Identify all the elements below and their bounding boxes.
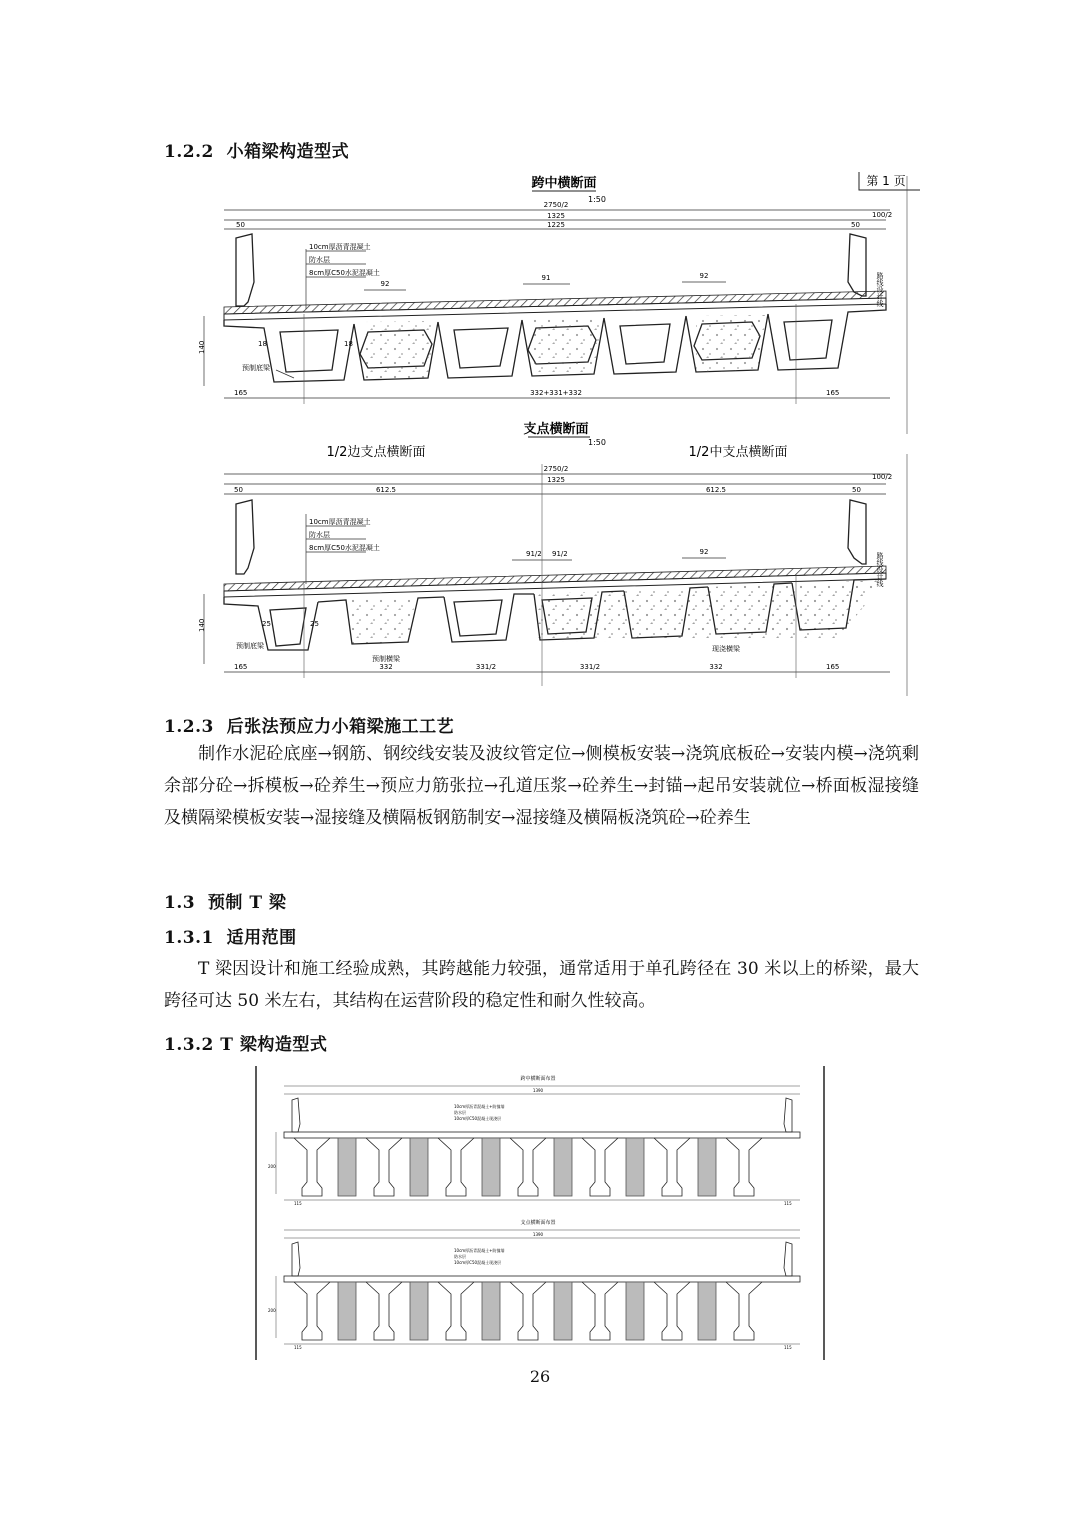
support-section-title: 支点横断面 bbox=[523, 422, 589, 437]
dim-side-right: 165 bbox=[826, 389, 840, 397]
dim-331h-left: 331/2 bbox=[475, 663, 497, 671]
t-bottom-title: 支点横断面布置 bbox=[520, 1220, 556, 1226]
box-girder-figure bbox=[196, 164, 926, 698]
wet-joint-label: 现浇横梁 bbox=[712, 645, 740, 653]
precast-label-2: 预制底梁 bbox=[236, 642, 264, 650]
dim-right-top-2: 100/2 bbox=[872, 473, 893, 481]
section-title: T 梁构造型式 bbox=[220, 1035, 328, 1055]
t-beam-web bbox=[654, 1282, 690, 1340]
half-edge-title: 1/2边支点横断面 bbox=[326, 445, 426, 460]
dim-half-a-right: 612.5 bbox=[705, 486, 727, 494]
scale-label: 1:50 bbox=[588, 195, 606, 204]
t-beam-diaphragm bbox=[338, 1282, 356, 1340]
t-beam-web bbox=[366, 1282, 402, 1340]
dim-height-2: 140 bbox=[198, 618, 206, 632]
t-beam-diaphragm bbox=[554, 1282, 572, 1340]
section-heading-1-2-3 bbox=[164, 712, 454, 737]
layer-label-concrete-2: 8cm厚C50水泥混凝土 bbox=[309, 544, 380, 552]
t-beam-web bbox=[582, 1282, 618, 1340]
dim-rail-left: 50 bbox=[236, 221, 245, 229]
dim-332-right: 332 bbox=[709, 663, 723, 671]
section-title: 适用范围 bbox=[226, 928, 297, 948]
t-beam-diaphragm bbox=[338, 1138, 356, 1196]
dim-t25-a: 25 bbox=[262, 620, 271, 628]
t-beam-web bbox=[438, 1138, 474, 1196]
scope-paragraph: T 梁因设计和施工经验成熟，其跨越能力较强，通常适用于单孔跨径在 30 米以上的桥梁，最大跨径可达 50 米左右，其结构在运营阶段的稳定性和耐久性较高。 bbox=[164, 959, 919, 1011]
dim-right-top: 100/2 bbox=[872, 211, 893, 219]
t-beam-web bbox=[294, 1138, 330, 1196]
dim-92-bottom: 92 bbox=[699, 548, 709, 556]
section-heading-1-3-2 bbox=[164, 1030, 327, 1055]
dim-rail-right: 50 bbox=[851, 221, 860, 229]
dim-rail-right-2: 50 bbox=[852, 486, 861, 494]
section-heading-1-3-1 bbox=[164, 923, 297, 948]
t-top-title: 跨中横断面布置 bbox=[520, 1076, 556, 1082]
t-beam-web bbox=[726, 1282, 762, 1340]
t-beam-web bbox=[294, 1282, 330, 1340]
t-bottom-side-right: 115 bbox=[784, 1345, 792, 1350]
t-bottom-layer-2: 防水层 bbox=[454, 1254, 466, 1259]
layer-label-waterproof: 防水层 bbox=[309, 256, 330, 264]
t-top-layer-2: 防水层 bbox=[454, 1110, 466, 1115]
t-top-layer-1: 10cm厚沥青混凝土+防撞墙 bbox=[454, 1104, 505, 1109]
dim-91h-a: 91/2 bbox=[526, 550, 542, 558]
dim-side-left: 165 bbox=[234, 389, 248, 397]
t-beam-web bbox=[726, 1138, 762, 1196]
section-title: 后张法预应力小箱梁施工工艺 bbox=[226, 717, 455, 737]
section-title: 小箱梁构造型式 bbox=[226, 142, 350, 162]
section-number: 1.3 bbox=[164, 893, 196, 913]
dim-side-right-2: 165 bbox=[826, 663, 840, 671]
dim-331h-right: 331/2 bbox=[579, 663, 601, 671]
dim-mid-span: 332+331+332 bbox=[530, 389, 582, 397]
t-beam-figure bbox=[254, 1064, 826, 1360]
t-beam-web bbox=[438, 1282, 474, 1340]
dim-332-left: 332 bbox=[379, 663, 393, 671]
t-bottom-width: 1390 bbox=[532, 1232, 544, 1237]
layer-label-asphalt-2: 10cm厚沥青混凝土 bbox=[309, 518, 371, 526]
t-beam-web bbox=[510, 1282, 546, 1340]
section-number: 1.2.3 bbox=[164, 717, 214, 737]
layer-label-asphalt: 10cm厚沥青混凝土 bbox=[309, 243, 371, 251]
section-number: 1.3.1 bbox=[164, 928, 214, 948]
precast-label: 预制底梁 bbox=[242, 364, 270, 372]
t-beam-diaphragm bbox=[482, 1282, 500, 1340]
side-label-top: 路线设计线 bbox=[876, 272, 884, 307]
t-bottom-layer-1: 10cm厚沥青混凝土+防撞墙 bbox=[454, 1248, 505, 1253]
section-heading-1-2-2 bbox=[164, 137, 349, 162]
mid-section-title: 跨中横断面 bbox=[531, 176, 597, 191]
t-top-height: 200 bbox=[268, 1164, 276, 1169]
dim-t25-b: 25 bbox=[310, 620, 319, 628]
dim-height: 140 bbox=[198, 340, 206, 354]
dim-inner: 1225 bbox=[547, 221, 565, 229]
t-top-side-right: 115 bbox=[784, 1201, 792, 1206]
t-top-side-left: 115 bbox=[294, 1201, 302, 1206]
section-heading-1-3 bbox=[164, 888, 286, 913]
dim-t18-b: 18 bbox=[344, 340, 353, 348]
layer-label-concrete: 8cm厚C50水泥混凝土 bbox=[309, 269, 380, 277]
dim-half-a-left: 612.5 bbox=[375, 486, 397, 494]
page-number: 26 bbox=[529, 1367, 551, 1386]
dim-t18-a: 18 bbox=[258, 340, 267, 348]
dim-total-half-2: 2750/2 bbox=[543, 465, 569, 473]
dim-side-left-2: 165 bbox=[234, 663, 248, 671]
t-beam-diaphragm bbox=[410, 1138, 428, 1196]
side-label-bottom: 路线设计线 bbox=[876, 552, 884, 587]
t-beam-web bbox=[654, 1138, 690, 1196]
dim-91: 91 bbox=[541, 274, 551, 282]
dim-92-left: 92 bbox=[380, 280, 390, 288]
t-bottom-layer-3: 10cm厚C50混凝土现浇层 bbox=[454, 1260, 502, 1265]
half-mid-title: 1/2中支点横断面 bbox=[688, 445, 788, 460]
t-beam-diaphragm bbox=[554, 1138, 572, 1196]
dim-92-right: 92 bbox=[699, 272, 709, 280]
process-paragraph: 制作水泥砼底座→钢筋、钢绞线安装及波纹管定位→侧模板安装→浇筑底板砼→安装内模→浇筑剩余部分砼→拆模板→砼养生→预应力筋张拉→孔道压浆→砼养生→封锚→起吊安装就位→桥面板湿接缝及横隔梁模板安装→湿接缝及横隔板钢筋制安→湿接缝及横隔板浇筑砼→砼养生 bbox=[164, 744, 919, 828]
t-bottom-side-left: 115 bbox=[294, 1345, 302, 1350]
t-beam-drawing bbox=[254, 1064, 826, 1360]
t-top-width: 1390 bbox=[532, 1088, 544, 1093]
t-beam-diaphragm bbox=[698, 1138, 716, 1196]
t-beam-diaphragm bbox=[626, 1138, 644, 1196]
dim-width-2: 1325 bbox=[547, 476, 565, 484]
section-title: 预制 T 梁 bbox=[207, 893, 287, 913]
dim-91h-b: 91/2 bbox=[552, 550, 568, 558]
box-girder-drawing bbox=[196, 164, 926, 698]
t-beam-web bbox=[582, 1138, 618, 1196]
t-top-layer-3: 10cm厚C50混凝土现浇层 bbox=[454, 1116, 502, 1121]
diaphragm-label: 预制横梁 bbox=[372, 655, 400, 663]
dim-total-half: 2750/2 bbox=[543, 201, 569, 209]
t-beam-diaphragm bbox=[482, 1138, 500, 1196]
scale-label-2: 1:50 bbox=[588, 438, 606, 447]
t-beam-diaphragm bbox=[626, 1282, 644, 1340]
t-bottom-height: 200 bbox=[268, 1308, 276, 1313]
dim-width: 1325 bbox=[547, 212, 565, 220]
t-beam-web bbox=[510, 1138, 546, 1196]
t-beam-web bbox=[366, 1138, 402, 1196]
section-number: 1.3.2 bbox=[164, 1035, 214, 1055]
layer-label-waterproof-2: 防水层 bbox=[309, 531, 330, 539]
t-beam-diaphragm bbox=[698, 1282, 716, 1340]
section-number: 1.2.2 bbox=[164, 142, 214, 162]
t-beam-diaphragm bbox=[410, 1282, 428, 1340]
dim-rail-left-2: 50 bbox=[234, 486, 243, 494]
sheet-number: 第 1 页 bbox=[866, 174, 906, 188]
